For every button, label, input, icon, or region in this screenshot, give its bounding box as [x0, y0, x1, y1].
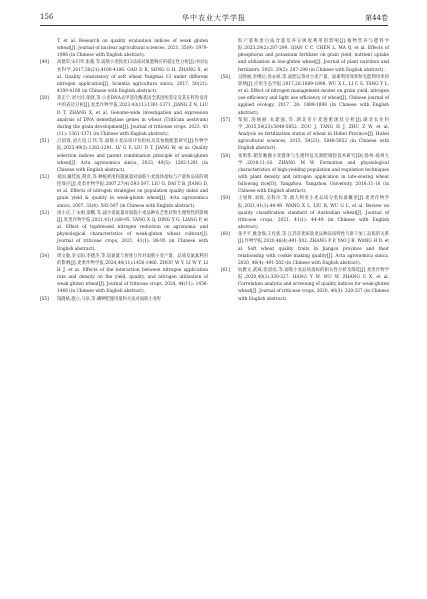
reference-number — [221, 38, 238, 74]
reference-entry — [40, 174, 208, 210]
reference-entry — [40, 253, 208, 296]
reference-entry — [40, 138, 208, 174]
reference-entry — [221, 267, 389, 303]
reference-number: [51] — [40, 139, 49, 145]
reference-number: [57] — [221, 117, 230, 123]
reference-number: [54] — [40, 253, 49, 259]
reference-text: 汤小庆,丁永刚,梁鹏,等.减少追氮量对弱筋小麦品种农艺性状和生理特性的影响[J].麦类作物学报,2021,41(1):88-95. TANG X Q, DING Y G, LIANG P, et al. Effect of topdressed nitrogen reduction on agronomic and physiological characteristics of weak-gluten wheat cultivar[J]. Journal of triticeae crops, 2021, 41(1): 88-95 (in Chinese with English abstract). — [57, 210, 208, 252]
reference-text: 吴晓丽,李纲岳,汤永禄,等.氮肥运筹对小麦产量、氮素利用效率和光能利用率的影响[J].应用生态学报,2017,28:1889-1898. WU X L, LI C S, TANG Y L, et al. Effect of nitrogen management modes on grain yield, nitrogen use efficiency and light use efficiency of wheat[J]. Chinese journal of applied ecology, 2017, 28: 1889-1898 (in Chinese with English abstract). — [238, 74, 389, 116]
reference-entry — [221, 117, 389, 153]
reference-entry — [40, 59, 208, 95]
left-reference-column — [40, 38, 208, 303]
reference-entry — [40, 296, 208, 303]
reference-number: [55] — [40, 296, 49, 302]
reference-number: [58] — [221, 153, 230, 159]
reference-text: 张平平,姚金保,王化新,等.江苏省优质软麦品种品质特性与饼干加工品质的关系[J].作物学报,2020,46(4):491-502. ZHANG P P, YAO J B, WANG H D, et al. Soft wheat quality traits in Jiangsu province and their relationship with cookie making quality[J]. Acta agronomica sinica, 2020, 46(4): 491-502 (in Chinese with English abstract). — [238, 232, 389, 266]
reference-number: [49] — [40, 60, 49, 66]
reference-text: 吕国锋,刘大同,江伟,等.弱筋小麦品质评价指标及其参数配套研究[J].作物学报,2023,49(5):1282-1291. LV G F, LIU D T, JIANG W, et al. Quality selection indices and parent combination principle of weak-gluten wheat[J]. Acta agronomica sinica, 2023, 49(5): 1282-1291 (in Chinese with English abstract). — [57, 139, 208, 173]
reference-entry — [221, 231, 389, 267]
reference-number: [52] — [40, 174, 49, 180]
reference-text: 张明伟.稻茬晚播小麦群体与生理特征及调肥调控技术研究[D].扬州:扬州大学,2018:11-16. ZHANG M W. Formation and physiological characteristics of high-yielding population and regulation techniques with plant density and nitrogen application in late-sowing wheat following rice[D]. Yangzhou: Yangzhou University, 2018:11-16 (in Chinese with English abstract). — [238, 153, 389, 195]
journal-title: 华中农业大学学报 — [182, 14, 246, 22]
reference-number: [59] — [221, 196, 230, 202]
right-reference-column — [221, 38, 389, 303]
page-header — [40, 13, 388, 26]
reference-entry — [221, 153, 389, 196]
reference-number: [61] — [221, 268, 230, 273]
page-number: 156 — [40, 13, 54, 21]
reference-text: 高德荣,宋归华,张晓,等.弱筋小麦扬麦13品质对氮肥响应的稳定性分析[J].中国农业科学,2017,50(21):4100-4106. GAO D R, SONG G H, ZHANG X, et al. Quality consistency of soft wheat Yangmai 13 under different nitrogen application[J]. Scientia agricultura sinica, 2017, 50(21): 4100-4106 (in Chinese with English abstract). — [57, 60, 208, 95]
reference-entry — [221, 195, 389, 231]
reference-number: [50] — [40, 96, 49, 102]
reference-entry — [40, 95, 208, 138]
reference-number: [60] — [221, 232, 230, 238]
reference-text: T, et al. Research on quality evaluation indices of weak gluten wheat[J]. Journal of nuclear agricultural sciences, 2021, 35(9): 1979-1986 (in Chinese with English abstract). — [57, 39, 208, 59]
reference-text: 周文敏,李文阳,李德杰,等.追氮量与密度互作对弱筋小麦产量、品质及氮素利用的影响[J].麦类作物学报,2024,44(11):1456-1466. ZHOU W Y, LI W Y, LI H J, et al. Effects of the interaction between nitrogen application rate and density on the yield, quality, and nitrogen utilization of weak gluten wheat[J]. Journal of triticeae crops, 2024, 44(11): 1456-1466 (in Chinese with English abstract). — [57, 253, 208, 295]
reference-entry — [40, 210, 208, 253]
volume-label: 第44卷 — [365, 14, 388, 22]
reference-entry — [221, 38, 389, 74]
reference-entry — [221, 74, 389, 117]
reference-text: 蒋正宁,刘大同,张晓,等.小麦DNA去甲基化酶基因全基因组鉴定及其在籽粒发育中的表达分析[J].麦类作物学报,2023,43(11):1361-1371. JIANG Z N, LIU D T, ZHANG X, et al. Genome-wide investigation and expression analysis of DNA demethylase genes in wheat (Triticum aestivum) during the grain development[J]. Journal of triticeae crops, 2023, 43 (11): 1361-1371 (in Chinese with English abstract). — [57, 96, 208, 138]
reference-number — [40, 38, 57, 59]
reference-number: [56] — [221, 74, 230, 80]
reference-entry — [40, 38, 208, 59]
reference-number: [53] — [40, 210, 49, 216]
reference-text: 钱晓斌,施立,马泉,等.磷钾肥施用量和方法对弱筋小麦籽 — [57, 296, 162, 302]
reference-text: 杭雅文,武威,张晨雨,等.弱筋小麦品质指标的相关性分析及筛选[J].麦类作物学报,2020,40(3):320-327. HANG Y W, WU W, ZHANG C X, et al. Correlation analysis and screening of quality indices for weak-gluten wheat[J]. Journal of triticeae crops, 2020, 40(3): 320-327 (in Chinese with English abstract). — [238, 268, 389, 302]
reference-text: 邹娟,汤丽丽,朱建强,等.湖北省小麦施肥现状分析[J].湖北农业科学,2015,54(23):5848-5852. ZOU J, TANG H J, ZHU Z W, et al. Analysis on fertilization status of wheat in Hubei Province[J]. Hubei agricultural sciences, 2015, 54(23): 5848-5852 (in Chinese with English abstract). — [238, 117, 389, 152]
reference-text: 刘国,戴廷波,荆奇,等.种植密度和施氮量对弱筋小麦群体指标与产量和品质的调控效应[J].麦类作物学报,2007,27(4):593-597. LIU G, DAI T B, JIANG D, et al. Effects of nitrogen strategies on population quality index and grain yield & quality in weak-gluten wheat[J]. Acta agronomica sinica, 2007, 33(4): 593-597 (in Chinese with English abstract). — [57, 174, 208, 209]
reference-text: 王旭辉,刘锐,吴科玲,等.澳大利亚小麦品质分类标准概述[J].麦类作物学报,2021,41(1):44-49. WANG X L, LIU R, WU G L, et al. Review on quality classification standard of Australian wheat[J]. Journal of triticeae crops, 2021, 41(1): 44-49 (in Chinese with English abstract). — [238, 196, 389, 231]
reference-text: 粒产量和蛋白质含量及养分吸收利用的影响[J].植物营养与肥料学报,2023,29(2):287-299. QIAN C C, CHEN L, MA Q, et al. Effects of phosphorus and potassium fertilizer on grain yield, nutrient uptake and utilization in low-gluten wheat[J]. Journal of plant nutrition and fertilizers, 2023, 29(2): 287-299 (in Chinese with English abstract). — [238, 39, 389, 73]
